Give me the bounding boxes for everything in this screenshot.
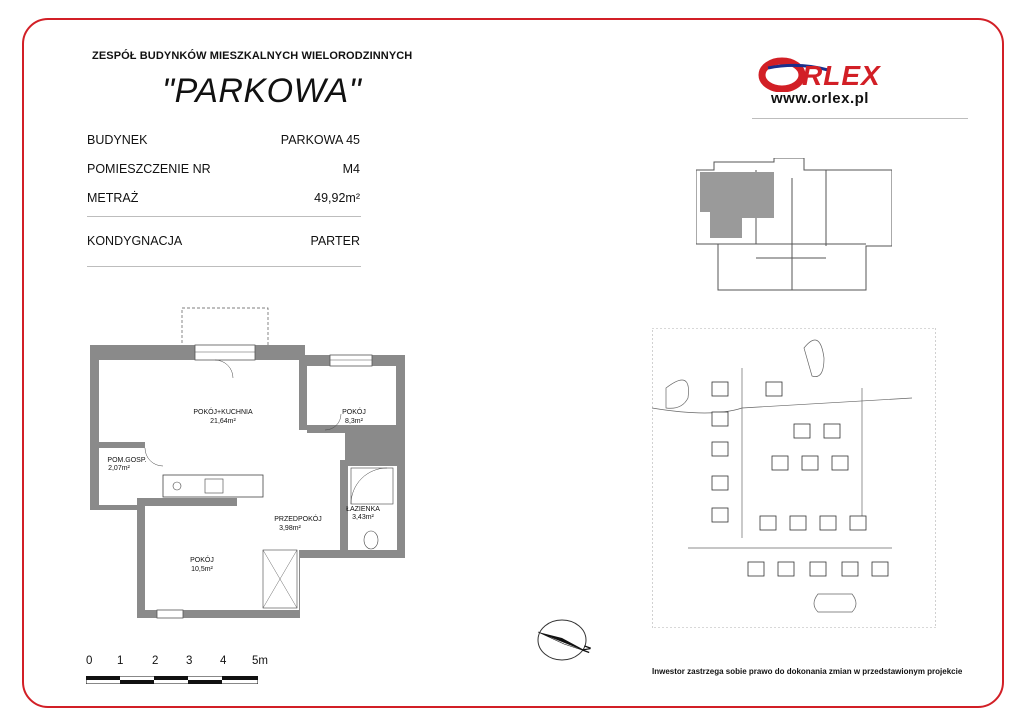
info-divider-2 [87,266,361,267]
room-2-area: 10,5m² [191,566,213,573]
scale-label-0: 0 [86,655,93,667]
scale-label-4: 4 [220,655,227,667]
room-hall-name: PRZEDPOKÓJ [274,516,322,523]
floor-value: PARTER [310,234,360,248]
room-2-name: POKÓJ [190,557,214,564]
area-label: METRAŻ [87,191,139,205]
site-plan [652,328,936,628]
room-number-value: M4 [342,162,360,176]
orlex-logo [758,56,948,92]
room-utility-name: POM.GOSP. [107,457,147,464]
room-bath-area: 3,43m² [352,514,374,521]
room-utility-area: 2,07m² [108,465,130,472]
room-number-label: POMIESZCZENIE NR [87,162,211,176]
scale-label-3: 3 [186,655,193,667]
floor-label: KONDYGNACJA [87,234,183,248]
logo-url: www.orlex.pl [771,90,869,107]
scale-bar [86,671,258,679]
room-living-name: POKÓJ+KUCHNIA [193,409,253,416]
scale-label-2: 2 [152,655,159,667]
svg-text:RLEX: RLEX [802,60,881,91]
room-1-name: POKÓJ [342,409,366,416]
logo-divider [752,118,968,119]
room-1-area: 8,3m² [345,418,363,425]
disclaimer-note: Inwestor zastrzega sobie prawo do dokonania zmian w przedstawionym projekcie [652,667,963,676]
building-label: BUDYNEK [87,133,148,147]
room-bath-name: ŁAZIENKA [346,506,380,513]
compass-icon [532,616,598,666]
room-hall-area: 3,98m² [279,525,301,532]
scale-label-5: 5m [252,655,268,667]
project-subtitle: ZESPÓŁ BUDYNKÓW MIESZKALNYCH WIELORODZINNYCH [92,50,413,62]
building-value: PARKOWA 45 [280,133,360,147]
area-value: 49,92m² [314,191,360,205]
building-key-plan [696,158,892,292]
compass-north-label: N [581,644,595,655]
scale-label-1: 1 [117,655,124,667]
project-title: "PARKOWA" [162,72,362,110]
room-living-area: 21,64m² [210,418,236,425]
info-divider-1 [87,216,361,217]
